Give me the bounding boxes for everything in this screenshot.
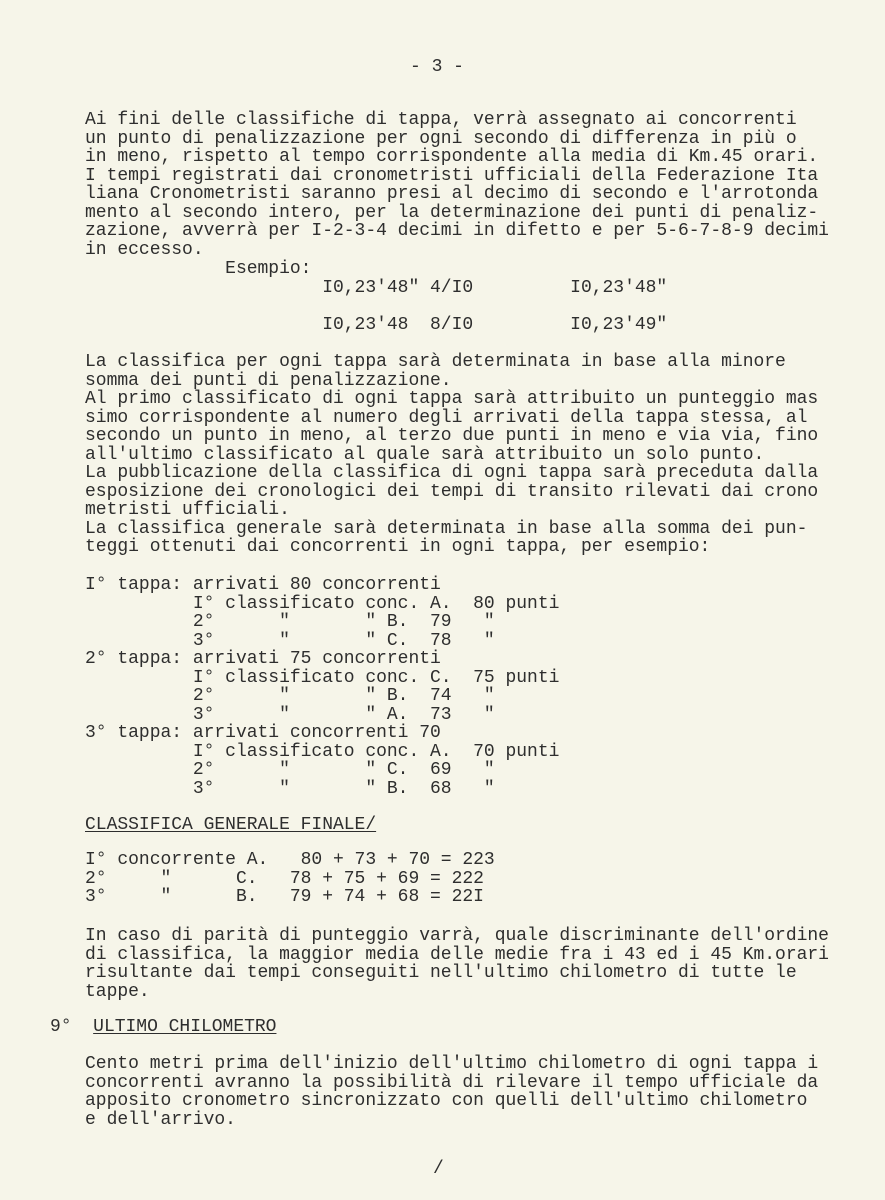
text-line: somma dei punti di penalizzazione. xyxy=(85,370,452,391)
text-line: 3° " B. 79 + 74 + 68 = 22I xyxy=(85,887,484,907)
text-line: 3° " " C. 78 " xyxy=(85,630,495,651)
end-mark: / xyxy=(433,1159,444,1179)
text-line: 2° " " B. 79 " xyxy=(85,612,495,632)
text-line: I tempi registrati dai cronometristi ufficiali della Federazione Ita xyxy=(85,165,819,186)
text-line: I° classificato conc. A. 80 punti xyxy=(85,593,560,614)
text-line: Ai fini delle classifiche di tappa, verrà assegnato ai concorrenti xyxy=(85,110,797,130)
text-line: apposito cronometro sincronizzato con quelli dell'ultimo chilometro xyxy=(85,1091,808,1111)
final-ranking xyxy=(85,851,495,907)
text-line: I° concorrente A. 80 + 73 + 70 = 223 xyxy=(85,850,495,870)
final-heading: CLASSIFICA GENERALE FINALE/ xyxy=(85,815,377,835)
paragraph-last-km xyxy=(85,1055,818,1129)
text-line: concorrenti avranno la possibilità di rilevare il tempo ufficiale da xyxy=(85,1072,819,1093)
text-line: un punto di penalizzazione per ogni secondo di differenza in più o xyxy=(85,128,797,149)
section-heading xyxy=(50,1018,276,1037)
text-line: 2° tappa: arrivati 75 concorrenti xyxy=(85,649,441,669)
text-line: Cento metri prima dell'inizio dell'ultimo chilometro di ogni tappa i xyxy=(85,1054,819,1074)
stage-results xyxy=(85,576,559,798)
text-line: metristi ufficiali. xyxy=(85,500,290,520)
text-line: 2° " C. 78 + 75 + 69 = 222 xyxy=(85,868,484,889)
text-line: I° classificato conc. A. 70 punti xyxy=(85,741,560,762)
text-line: In caso di parità di punteggio varrà, quale discriminante dell'ordine xyxy=(85,926,829,946)
text-line: liana Cronometristi saranno presi al decimo di secondo e l'arrotonda xyxy=(85,184,819,204)
text-line: I0,23'48 8/I0 I0,23'49" xyxy=(85,314,668,335)
text-line: e dell'arrivo. xyxy=(85,1109,236,1130)
text-line: tappe. xyxy=(85,981,150,1002)
text-line: Al primo classificato di ogni tappa sarà attribuito un punteggio mas xyxy=(85,389,819,409)
text-line: in eccesso. xyxy=(85,239,204,260)
section-title: ULTIMO CHILOMETRO xyxy=(93,1017,277,1037)
text-line: zazione, avverrà per I-2-3-4 decimi in difetto e per 5-6-7-8-9 decimi xyxy=(85,221,829,241)
text-line xyxy=(85,297,667,316)
text-line: all'ultimo classificato al quale sarà attribuito un solo punto. xyxy=(85,444,765,465)
text-line: 3° " " B. 68 " xyxy=(85,778,495,799)
text-line: secondo un punto in meno, al terzo due punti in meno e via via, fino xyxy=(85,426,819,446)
text-line: I0,23'48" 4/I0 I0,23'48" xyxy=(85,277,668,298)
text-line: teggi ottenuti dai concorrenti in ogni tappa, per esempio: xyxy=(85,537,711,557)
text-line: risultante dai tempi conseguiti nell'ultimo chilometro di tutte le xyxy=(85,963,797,983)
text-line: Esempio: xyxy=(85,259,312,279)
text-line: 3° " " A. 73 " xyxy=(85,704,495,725)
paragraph-tiebreak xyxy=(85,927,829,1001)
page-number: - 3 - xyxy=(410,57,464,77)
text-line: di classifica, la maggior media delle medie fra i 43 ed i 45 Km.orari xyxy=(85,944,829,965)
text-line: 2° " " C. 69 " xyxy=(85,760,495,780)
section-number: 9° xyxy=(50,1017,72,1037)
text-line: 2° " " B. 74 " xyxy=(85,686,495,706)
text-line: in meno, rispetto al tempo corrispondente alla media di Km.45 orari. xyxy=(85,147,819,167)
text-line: La classifica generale sarà determinata in base alla somma dei pun- xyxy=(85,518,808,539)
example-block xyxy=(85,260,667,334)
text-line: La classifica per ogni tappa sarà determinata in base alla minore xyxy=(85,352,786,372)
text-line: I° classificato conc. C. 75 punti xyxy=(85,667,560,688)
text-line: La pubblicazione della classifica di ogni tappa sarà preceduta dalla xyxy=(85,463,819,483)
paragraph-scoring xyxy=(85,111,829,259)
text-line: esposizione dei cronologici dei tempi di transito rilevati dai crono xyxy=(85,481,819,502)
paragraph-classification xyxy=(85,353,818,557)
text-line: mento al secondo intero, per la determinazione dei punti di penaliz- xyxy=(85,202,819,223)
text-line: I° tappa: arrivati 80 concorrenti xyxy=(85,575,441,595)
text-line: 3° tappa: arrivati concorrenti 70 xyxy=(85,723,441,743)
text-line: simo corrispondente al numero degli arrivati della tappa stessa, al xyxy=(85,407,808,428)
